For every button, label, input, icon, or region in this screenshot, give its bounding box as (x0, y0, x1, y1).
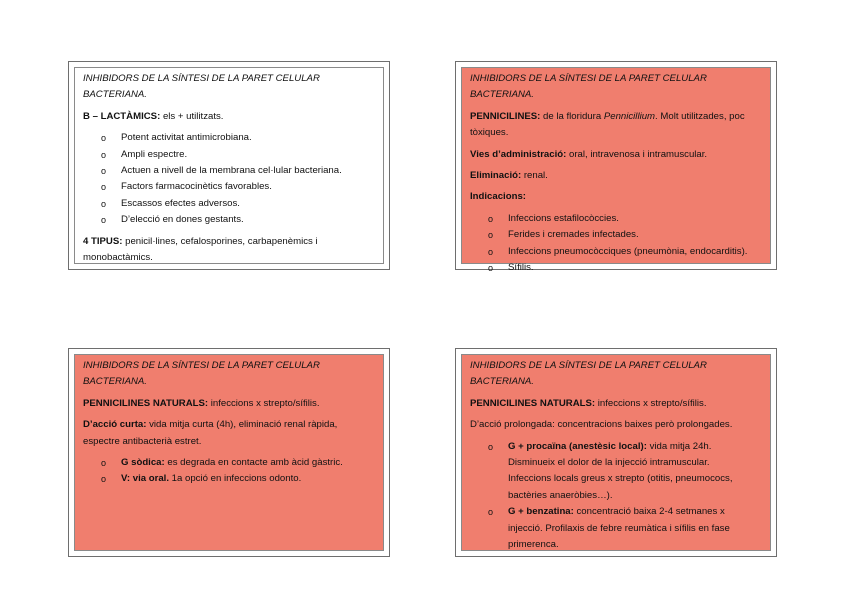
card-title: INHIBIDORS DE LA SÍNTESI DE LA PARET CELULAR BACTERIANA. (83, 73, 320, 101)
bullet-icon: o (101, 458, 107, 469)
bullet-icon: o (101, 182, 107, 193)
card-body (461, 67, 771, 274)
list-item: o Actuen a nivell de la membrana cel·lular bacteriana. (83, 163, 377, 179)
list-item: o Factors farmacocinètics favorables. (83, 179, 377, 195)
list-item: o G sòdica: es degrada en contacte amb àcid gàstric. (83, 455, 377, 471)
card-pennicilines-naturals-curta (68, 348, 390, 557)
list-item: o G + procaïna (anestèsic local): vida mitja 24h. Disminueix el dolor de la injecció intramuscular. Infeccions locals greus x strepto (otitis, pneumococs, bactèries anaeròbies…). (488, 440, 733, 501)
bullet-icon: o (101, 149, 107, 160)
type-list (470, 439, 764, 554)
bullet-icon: o (488, 230, 494, 241)
list-item: o Escassos efectes adversos. (83, 196, 377, 212)
card-eliminacio: Eliminació: renal. (470, 170, 548, 182)
card-pennicilines (455, 61, 777, 274)
card-accio-prolongada: D’acció prolongada: concentracions baixes però prolongades. (470, 419, 733, 431)
bullet-icon: o (101, 133, 107, 144)
bullet-icon: o (101, 198, 107, 209)
card-heading: B – LACTÀMICS: els + utilitzats. (83, 110, 224, 122)
card-accio-curta-cont: espectre antibacterià estret. (83, 435, 202, 447)
bullet-icon: o (101, 474, 107, 485)
feature-list (83, 130, 377, 228)
list-item: o Sífilis. (470, 260, 764, 276)
card-heading: PENNICILINES NATURALS: infeccions x strepto/sífilis. (83, 397, 320, 409)
card-tipus: 4 TIPUS: penicil·lines, cefalosporines, carbapenèmics i (83, 235, 318, 247)
bullet-icon: o (488, 507, 494, 518)
list-item: o Infeccions estafilocòccies. (470, 211, 764, 227)
indication-list (470, 211, 764, 277)
list-item: o Ferides i cremades infectades. (470, 227, 764, 243)
type-list (83, 455, 377, 488)
card-body (461, 354, 771, 551)
list-item: o D’elecció en dones gestants. (83, 212, 377, 228)
bullet-icon: o (488, 263, 494, 274)
bullet-icon: o (101, 166, 107, 177)
card-heading: PENNICILINES NATURALS: infeccions x strepto/sífilis. (470, 397, 707, 409)
card-body (74, 354, 384, 551)
list-item: o G + benzatina: concentració baixa 2-4 setmanes x injecció. Profilaxis de febre reumàtica i sífilis en fase primerenca. (488, 506, 730, 551)
card-body (74, 67, 384, 264)
bullet-icon: o (488, 441, 494, 452)
card-heading-cont: tòxiques. (470, 127, 509, 139)
list-item: o V: via oral. 1a opció en infeccions odonto. (83, 471, 377, 487)
card-tipus-cont: monobactàmics. (83, 252, 153, 264)
card-beta-lactamics (68, 61, 390, 270)
list-item: o Infeccions pneumocòcciques (pneumònia, endocarditis). (470, 244, 764, 260)
bullet-icon: o (488, 213, 494, 224)
card-pennicilines-naturals-prolongada (455, 348, 777, 557)
card-title: INHIBIDORS DE LA SÍNTESI DE LA PARET CELULAR BACTERIANA. (470, 73, 707, 101)
card-vies: Vies d’administració: oral, intravenosa i intramuscular. (470, 148, 708, 160)
bullet-icon: o (101, 215, 107, 226)
card-indicacions: Indicacions: (470, 191, 526, 203)
card-accio-curta: D’acció curta: vida mitja curta (4h), eliminació renal ràpida, (83, 419, 338, 431)
card-heading: PENNICILINES: de la floridura Pennicillium. Molt utilitzades, poc (470, 110, 745, 122)
list-item: o Potent activitat antimicrobiana. (83, 130, 377, 146)
card-title: INHIBIDORS DE LA SÍNTESI DE LA PARET CELULAR BACTERIANA. (83, 360, 320, 388)
list-item: o Ampli espectre. (83, 147, 377, 163)
bullet-icon: o (488, 246, 494, 257)
card-title: INHIBIDORS DE LA SÍNTESI DE LA PARET CELULAR BACTERIANA. (470, 360, 707, 388)
